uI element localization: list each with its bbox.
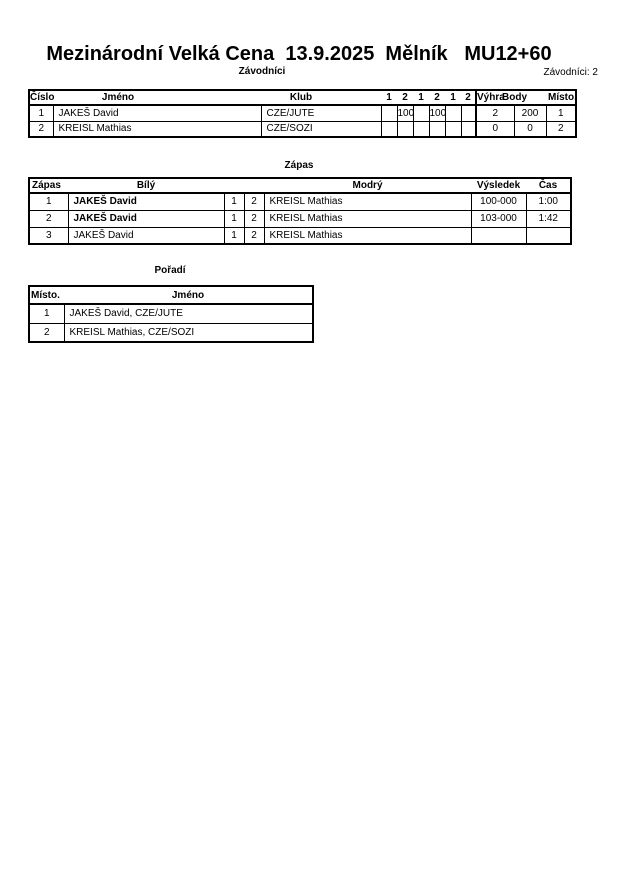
col-header-points: Body	[502, 92, 527, 103]
match-row	[29, 227, 571, 244]
cell-col1-value: 1	[224, 193, 244, 210]
cell-points: 0	[514, 121, 546, 137]
competitor-row	[29, 121, 576, 137]
cell-time	[526, 227, 571, 244]
cell-white-name: JAKEŠ David	[68, 193, 224, 210]
cell-name: JAKEŠ David, CZE/JUTE	[64, 304, 313, 323]
cell-place: 1	[546, 105, 576, 121]
cell-blue-name: KREISL Mathias	[264, 193, 471, 210]
competitors-count-label: Závodníci: 2	[543, 67, 598, 78]
matches-section-title: Zápas	[284, 160, 314, 171]
col-header-wins: Výhra	[477, 92, 505, 103]
cell-blue-name: KREISL Mathias	[264, 227, 471, 244]
cell-round-score	[429, 121, 445, 137]
col-header-white: Bílý	[68, 178, 224, 193]
cell-round-score	[413, 105, 429, 121]
col-header-round-1: 1	[381, 90, 397, 105]
cell-result: 103-000	[471, 210, 526, 227]
standings-section-title: Pořadí	[154, 265, 186, 276]
cell-white-name: JAKEŠ David	[68, 227, 224, 244]
col-header-blue: Modrý	[264, 178, 471, 193]
cell-round-score	[461, 105, 476, 121]
col-header-result: Výsledek	[471, 178, 526, 193]
matches-header-row	[29, 178, 571, 193]
competitors-header-labels	[0, 92, 630, 105]
cell-blue-name: KREISL Mathias	[264, 210, 471, 227]
cell-place: 2	[546, 121, 576, 137]
col-header-spacer-2	[244, 178, 264, 193]
col-header-match: Zápas	[29, 178, 68, 193]
col-header-time: Čas	[526, 178, 571, 193]
cell-wins: 2	[476, 105, 514, 121]
cell-match-number: 1	[29, 193, 68, 210]
col-header-place: Místo.	[29, 286, 64, 304]
cell-match-number: 3	[29, 227, 68, 244]
cell-round-score	[413, 121, 429, 137]
cell-wins: 0	[476, 121, 514, 137]
col-header-name: Jméno	[101, 92, 135, 103]
cell-time: 1:42	[526, 210, 571, 227]
cell-name: JAKEŠ David	[53, 105, 261, 121]
col-header-place: Místo.	[548, 92, 577, 103]
col-header-round-5: 1	[445, 90, 461, 105]
cell-club: CZE/JUTE	[261, 105, 381, 121]
cell-col1-value: 1	[224, 210, 244, 227]
standing-row	[29, 304, 313, 323]
standings-table	[28, 285, 314, 343]
col-header-spacer-1	[224, 178, 244, 193]
cell-round-score: 100	[397, 105, 413, 121]
page-title: Mezinárodní Velká Cena 13.9.2025 Mělník MU12+60	[46, 43, 552, 65]
cell-club: CZE/SOZI	[261, 121, 381, 137]
cell-round-score	[445, 105, 461, 121]
cell-round-score	[381, 105, 397, 121]
cell-match-number: 2	[29, 210, 68, 227]
cell-result: 100-000	[471, 193, 526, 210]
cell-col2-value: 2	[244, 210, 264, 227]
cell-round-score: 100	[429, 105, 445, 121]
cell-place: 2	[29, 323, 64, 342]
cell-points: 200	[514, 105, 546, 121]
section-label-competitors: Závodníci	[238, 66, 286, 77]
cell-number: 2	[29, 121, 53, 137]
col-header-round-2: 2	[397, 90, 413, 105]
col-header-round-4: 2	[429, 90, 445, 105]
col-header-name: Jméno	[64, 286, 313, 304]
cell-round-score	[397, 121, 413, 137]
col-header-round-6: 2	[461, 90, 476, 105]
cell-name: KREISL Mathias, CZE/SOZI	[64, 323, 313, 342]
col-header-round-3: 1	[413, 90, 429, 105]
cell-name: KREISL Mathias	[53, 121, 261, 137]
cell-white-name: JAKEŠ David	[68, 210, 224, 227]
standings-header-row	[29, 286, 313, 304]
standing-row	[29, 323, 313, 342]
cell-round-score	[381, 121, 397, 137]
cell-col2-value: 2	[244, 193, 264, 210]
cell-result	[471, 227, 526, 244]
match-row	[29, 210, 571, 227]
cell-col1-value: 1	[224, 227, 244, 244]
cell-round-score	[445, 121, 461, 137]
col-header-club: Klub	[289, 92, 313, 103]
cell-place: 1	[29, 304, 64, 323]
competitor-row	[29, 105, 576, 121]
cell-time: 1:00	[526, 193, 571, 210]
cell-round-score	[461, 121, 476, 137]
cell-number: 1	[29, 105, 53, 121]
col-header-number: Číslo	[30, 92, 55, 103]
cell-col2-value: 2	[244, 227, 264, 244]
match-row	[29, 193, 571, 210]
matches-table	[28, 177, 572, 245]
